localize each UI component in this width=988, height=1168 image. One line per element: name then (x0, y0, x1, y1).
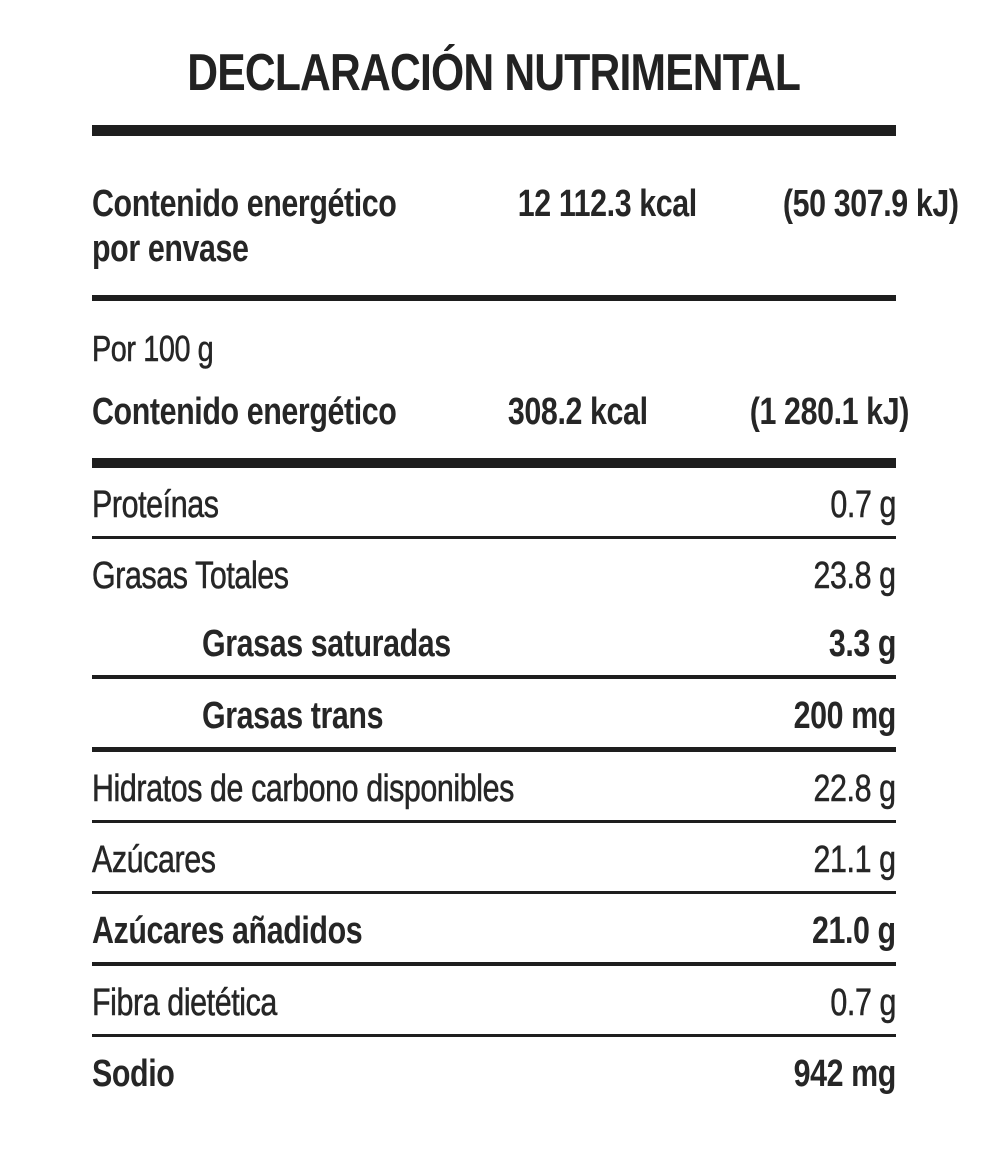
nutrient-value: 23.8 g (813, 554, 896, 597)
nutrient-row-azucares (92, 823, 896, 891)
nutrient-label: Grasas Totales (92, 554, 289, 597)
nutrient-value: 3.3 g (828, 622, 896, 665)
nutrient-value: 22.8 g (813, 767, 896, 810)
energy-per-100g-label: Contenido energético (92, 390, 397, 433)
nutrient-label: Grasas saturadas (202, 622, 451, 665)
nutrient-row-fibra (92, 966, 896, 1034)
divider-title (92, 125, 896, 136)
nutrient-label: Azúcares añadidos (92, 909, 363, 952)
nutrient-label: Sodio (92, 1052, 175, 1095)
nutrient-value: 21.0 g (812, 909, 896, 952)
nutrient-value: 942 mg (793, 1052, 896, 1095)
nutrient-row-grasas-trans (92, 679, 896, 747)
energy-per-package-label-line1: Contenido energético (92, 182, 397, 225)
energy-per-100g-kj: (1 280.1 kJ) (750, 390, 910, 433)
nutrient-table (92, 468, 896, 1105)
energy-per-package-kj: (50 307.9 kJ) (782, 182, 959, 225)
divider-per-package (92, 295, 896, 301)
energy-per-100g-kcal: 308.2 kcal (507, 390, 648, 433)
nutrient-value: 0.7 g (830, 981, 896, 1024)
per-100g-heading: Por 100 g (92, 327, 214, 369)
nutrient-value: 21.1 g (813, 838, 896, 881)
nutrient-row-azucares-anadidos (92, 894, 896, 962)
energy-per-package-label-line2: por envase (92, 228, 249, 271)
page-title (92, 46, 896, 101)
energy-per-package-row (92, 182, 959, 273)
page-title-text: DECLARACIÓN NUTRIMENTAL (187, 44, 801, 102)
nutrient-label: Grasas trans (202, 694, 384, 737)
nutrient-value: 0.7 g (830, 483, 896, 526)
nutrient-row-hidratos (92, 752, 896, 820)
nutrient-label: Fibra dietética (92, 981, 277, 1024)
nutrient-label: Azúcares (92, 838, 216, 881)
divider-header (92, 458, 896, 468)
nutrient-row-grasas-saturadas (92, 607, 896, 675)
nutrient-label: Proteínas (92, 483, 219, 526)
nutrient-label: Hidratos de carbono disponibles (92, 767, 514, 810)
nutrient-row-proteinas (92, 468, 896, 536)
nutrient-row-sodio (92, 1037, 896, 1105)
nutrient-value: 200 mg (793, 694, 896, 737)
nutrient-row-grasas-totales (92, 539, 896, 607)
energy-per-100g-row (92, 390, 910, 436)
energy-per-package-label (92, 182, 473, 273)
energy-per-package-kcal: 12 112.3 kcal (517, 182, 697, 225)
